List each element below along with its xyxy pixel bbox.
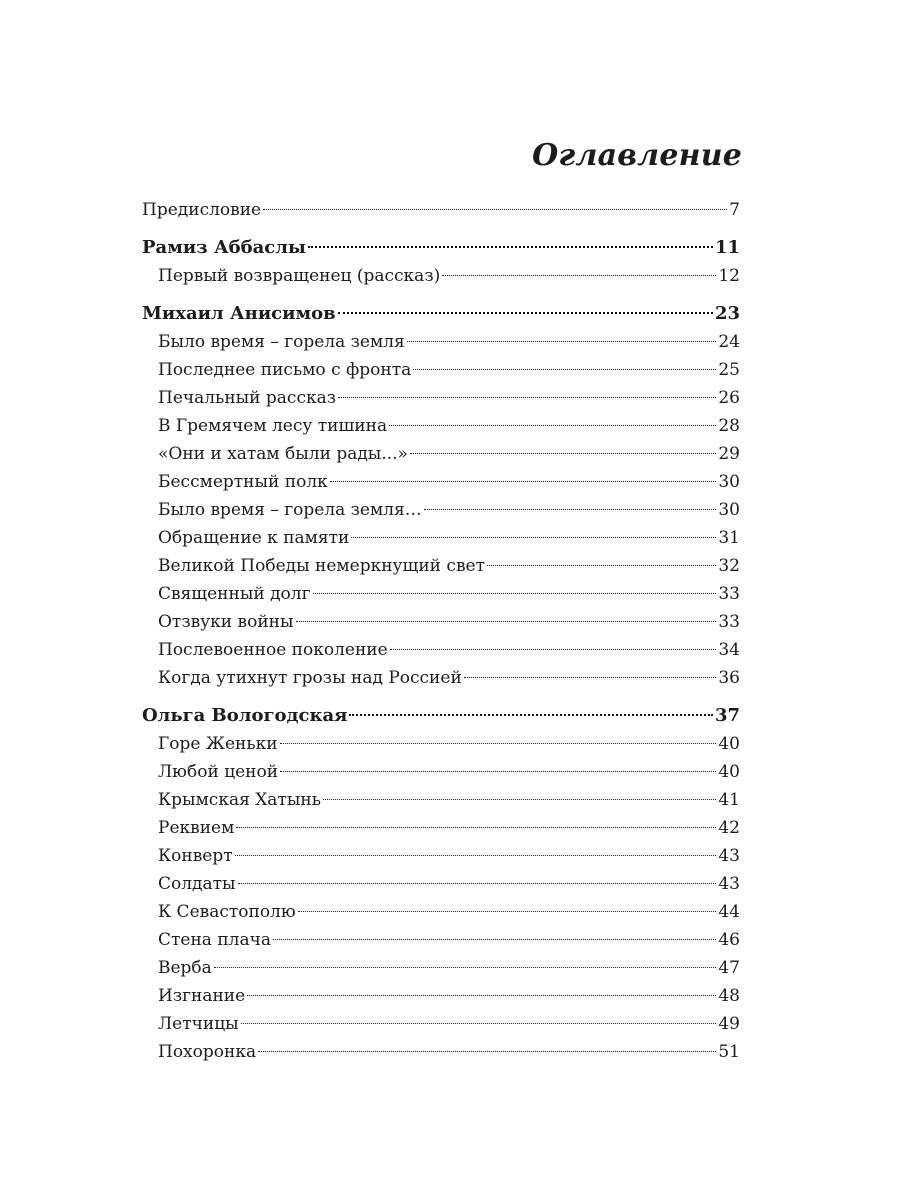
toc-entry-title: Послевоенное поколение xyxy=(158,640,388,660)
toc-page-number: 40 xyxy=(718,762,740,782)
dot-leader xyxy=(424,508,717,510)
toc-page-number: 30 xyxy=(718,500,740,520)
toc-page-number: 31 xyxy=(718,528,740,548)
toc-author-entry[interactable] xyxy=(142,234,740,262)
toc-entry-title: Реквием xyxy=(158,818,235,838)
toc-story-entry[interactable] xyxy=(142,384,740,412)
toc-page-number: 12 xyxy=(718,266,740,286)
toc-entry-title: Отзвуки войны xyxy=(158,612,294,632)
toc-story-entry[interactable] xyxy=(142,356,740,384)
toc-front-entry[interactable] xyxy=(142,196,740,224)
toc-story-entry[interactable] xyxy=(142,496,740,524)
page-title: Оглавление xyxy=(532,138,742,173)
toc-story-entry[interactable] xyxy=(142,1038,740,1066)
toc-story-entry[interactable] xyxy=(142,814,740,842)
toc-page-number: 42 xyxy=(718,818,740,838)
toc-entry-title: Рамиз Аббаслы xyxy=(142,237,306,258)
toc-page-number: 33 xyxy=(718,612,740,632)
dot-leader xyxy=(273,938,716,940)
toc-page-number: 36 xyxy=(718,668,740,688)
dot-leader xyxy=(238,882,717,884)
toc-story-entry[interactable] xyxy=(142,524,740,552)
dot-leader xyxy=(263,208,727,210)
dot-leader xyxy=(241,1022,717,1024)
toc-story-entry[interactable] xyxy=(142,440,740,468)
toc-entry-title: Любой ценой xyxy=(158,762,279,782)
dot-leader xyxy=(296,620,717,622)
dot-leader xyxy=(338,396,716,398)
dot-leader xyxy=(349,713,713,716)
toc-entry-title: Летчицы xyxy=(158,1014,239,1034)
toc-page-number: 41 xyxy=(718,790,740,810)
dot-leader xyxy=(351,536,716,538)
toc-entry-title: Похоронка xyxy=(158,1042,257,1062)
toc-story-entry[interactable] xyxy=(142,842,740,870)
toc-story-entry[interactable] xyxy=(142,870,740,898)
toc-story-entry[interactable] xyxy=(142,412,740,440)
toc-entry-title: Верба xyxy=(158,958,212,978)
toc-entry-title: В Гремячем лесу тишина xyxy=(158,416,388,436)
toc-story-entry[interactable] xyxy=(142,636,740,664)
toc-page-number: 46 xyxy=(718,930,740,950)
toc-page-number: 40 xyxy=(718,734,740,754)
dot-leader xyxy=(390,648,717,650)
dot-leader xyxy=(258,1050,716,1052)
toc-entry-title: Было время – горела земля xyxy=(158,332,405,352)
dot-leader xyxy=(487,564,716,566)
dot-leader xyxy=(280,770,716,772)
toc-entry-title: Изгнание xyxy=(158,986,246,1006)
toc-entry-title: Было время – горела земля… xyxy=(158,500,422,520)
toc-entry-title: Стена плача xyxy=(158,930,271,950)
toc-page-number: 37 xyxy=(714,705,740,726)
toc-entry-title: Великой Победы немеркнущий свет xyxy=(158,556,485,576)
toc-story-entry[interactable] xyxy=(142,982,740,1010)
toc-entry-title: Конверт xyxy=(158,846,233,866)
toc-story-entry[interactable] xyxy=(142,954,740,982)
toc-entry-title: Ольга Вологодская xyxy=(142,705,348,726)
dot-leader xyxy=(247,994,716,996)
dot-leader xyxy=(338,311,713,314)
toc-entry-title: Крымская Хатынь xyxy=(158,790,321,810)
toc-page-number: 7 xyxy=(729,200,740,220)
dot-leader xyxy=(407,340,717,342)
dot-leader xyxy=(298,910,717,912)
toc-entry-title: Предисловие xyxy=(142,200,262,220)
toc-entry-title: Михаил Анисимов xyxy=(142,303,336,324)
toc-page-number: 43 xyxy=(718,874,740,894)
toc-story-entry[interactable] xyxy=(142,608,740,636)
toc-page-number: 51 xyxy=(718,1042,740,1062)
toc-page-number: 49 xyxy=(718,1014,740,1034)
toc-page-number: 29 xyxy=(718,444,740,464)
toc-story-entry[interactable] xyxy=(142,262,740,290)
toc-page-number: 24 xyxy=(718,332,740,352)
toc-entry-title: «Они и хатам были рады...» xyxy=(158,444,408,464)
toc-story-entry[interactable] xyxy=(142,1010,740,1038)
toc-page-number: 11 xyxy=(714,237,740,258)
toc-entry-title: Священный долг xyxy=(158,584,311,604)
toc-page-number: 23 xyxy=(714,303,740,324)
dot-leader xyxy=(330,480,717,482)
toc-story-entry[interactable] xyxy=(142,898,740,926)
toc-page-number: 32 xyxy=(718,556,740,576)
toc-page-number: 28 xyxy=(718,416,740,436)
toc-story-entry[interactable] xyxy=(142,730,740,758)
dot-leader xyxy=(308,245,713,248)
dot-leader xyxy=(442,274,716,276)
toc-page-number: 48 xyxy=(718,986,740,1006)
toc-entry-title: Солдаты xyxy=(158,874,236,894)
dot-leader xyxy=(280,742,717,744)
toc-story-entry[interactable] xyxy=(142,580,740,608)
dot-leader xyxy=(413,368,716,370)
dot-leader xyxy=(235,854,717,856)
toc-story-entry[interactable] xyxy=(142,552,740,580)
toc-page-number: 34 xyxy=(718,640,740,660)
dot-leader xyxy=(464,676,717,678)
toc-entry-title: Бессмертный полк xyxy=(158,472,328,492)
toc-page-number: 33 xyxy=(718,584,740,604)
dot-leader xyxy=(214,966,717,968)
toc-story-entry[interactable] xyxy=(142,468,740,496)
toc-story-entry[interactable] xyxy=(142,926,740,954)
dot-leader xyxy=(313,592,717,594)
toc-author-entry[interactable] xyxy=(142,702,740,730)
toc-entry-title: Горе Женьки xyxy=(158,734,278,754)
toc-story-entry[interactable] xyxy=(142,758,740,786)
toc-entry-title: Первый возвращенец (рассказ) xyxy=(158,266,441,286)
toc-entry-title: Когда утихнут грозы над Россией xyxy=(158,668,462,688)
toc-author-entry[interactable] xyxy=(142,300,740,328)
toc-entry-title: Печальный рассказ xyxy=(158,388,337,408)
toc-story-entry[interactable] xyxy=(142,328,740,356)
toc-entry-title: К Севастополю xyxy=(158,902,296,922)
toc-page-number: 47 xyxy=(718,958,740,978)
toc-page-number: 26 xyxy=(718,388,740,408)
dot-leader xyxy=(236,826,716,828)
toc-page-number: 43 xyxy=(718,846,740,866)
dot-leader xyxy=(389,424,716,426)
dot-leader xyxy=(323,798,716,800)
toc-page-number: 44 xyxy=(718,902,740,922)
toc-page-number: 30 xyxy=(718,472,740,492)
toc-entry-title: Последнее письмо с фронта xyxy=(158,360,412,380)
toc-page-number: 25 xyxy=(718,360,740,380)
toc-story-entry[interactable] xyxy=(142,786,740,814)
toc-story-entry[interactable] xyxy=(142,664,740,692)
dot-leader xyxy=(410,452,716,454)
toc-entry-title: Обращение к памяти xyxy=(158,528,350,548)
